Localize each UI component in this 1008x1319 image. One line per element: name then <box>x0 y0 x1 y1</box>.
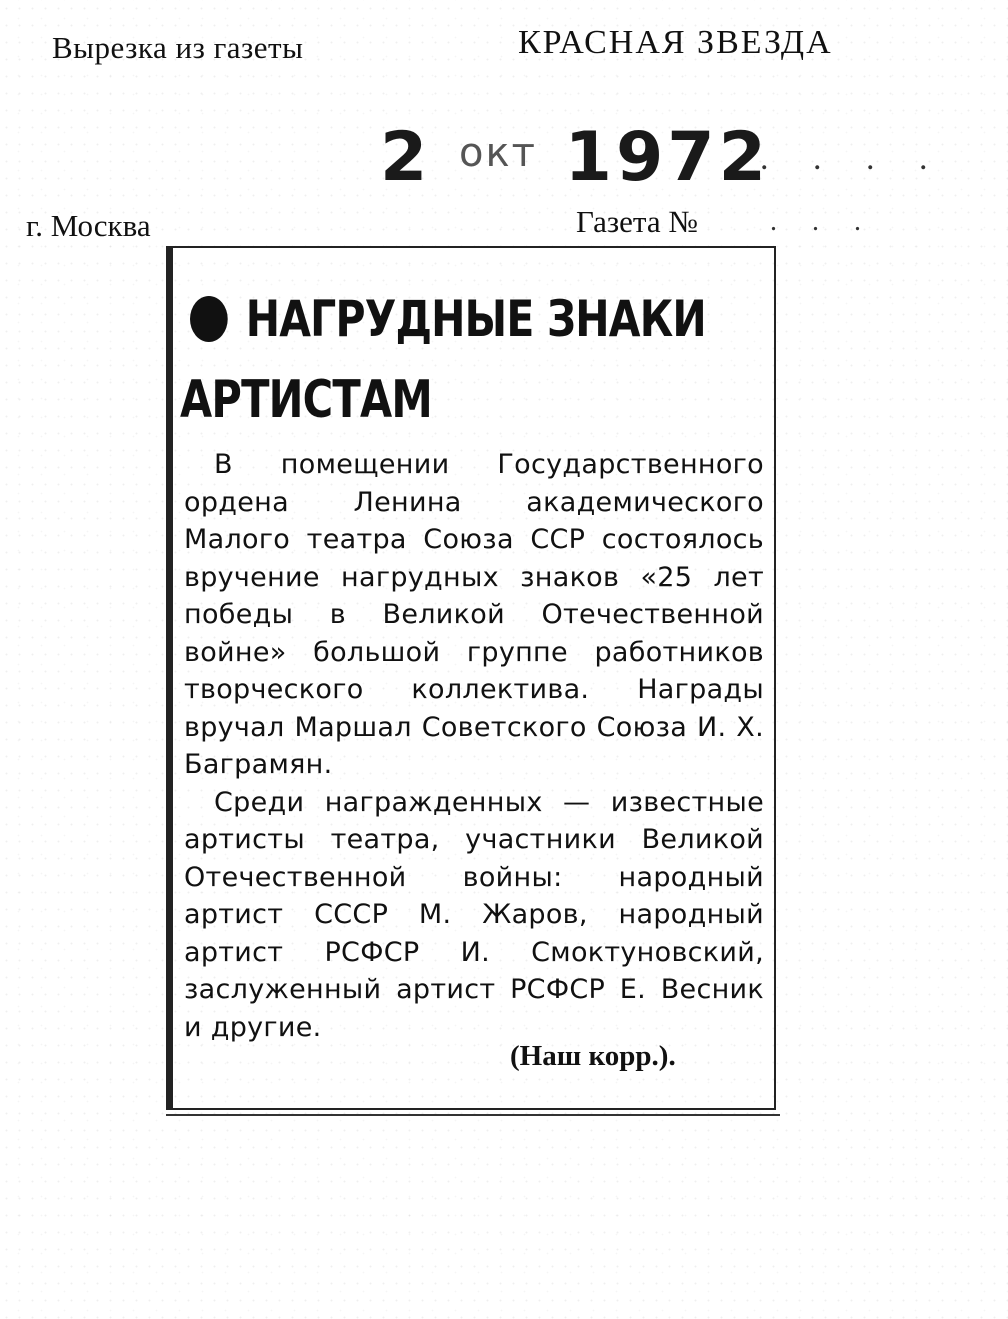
article-title-line1 <box>190 290 706 348</box>
article-title-text: НАГРУДНЫЕ ЗНАКИ <box>245 290 706 348</box>
city-label: г. Москва <box>26 208 151 243</box>
article-paragraph-1: В помещении Государственного ордена Ленина академического Малого театра Союза ССР состоялось вручение нагрудных знаков «25 лет победы в Великой Отечественной войне» большой группе работников творческого коллектива. Награды вручал Маршал Советского Союза И. Х. Баграмян. <box>184 449 764 780</box>
date-day: 2 <box>380 118 432 197</box>
clipping-bottom-rule <box>166 1114 780 1116</box>
date-month: окт <box>459 130 537 176</box>
article-title-line2: АРТИСТАМ <box>180 370 432 430</box>
gazeta-dots: . . . <box>770 206 875 237</box>
date-stamp <box>380 118 770 197</box>
date-year: 1972 <box>564 118 770 197</box>
article-paragraph-2: Среди награжденных — известные артисты театра, участники Великой Отечественной войны: народный артист СССР М. Жаров, народный артист РСФСР И. Смоктуновский, заслуженный артист РСФСР Е. Весник и другие. <box>184 786 764 1043</box>
newspaper-name: КРАСНАЯ ЗВЕЗДА <box>518 24 833 61</box>
bullet-icon <box>190 296 228 342</box>
article-signature: (Наш корр.). <box>510 1040 676 1072</box>
gazeta-number-label: Газета № <box>576 204 698 239</box>
date-dots: . . . . <box>760 140 946 177</box>
article-body <box>184 446 764 1046</box>
clipping-label: Вырезка из газеты <box>52 30 304 65</box>
